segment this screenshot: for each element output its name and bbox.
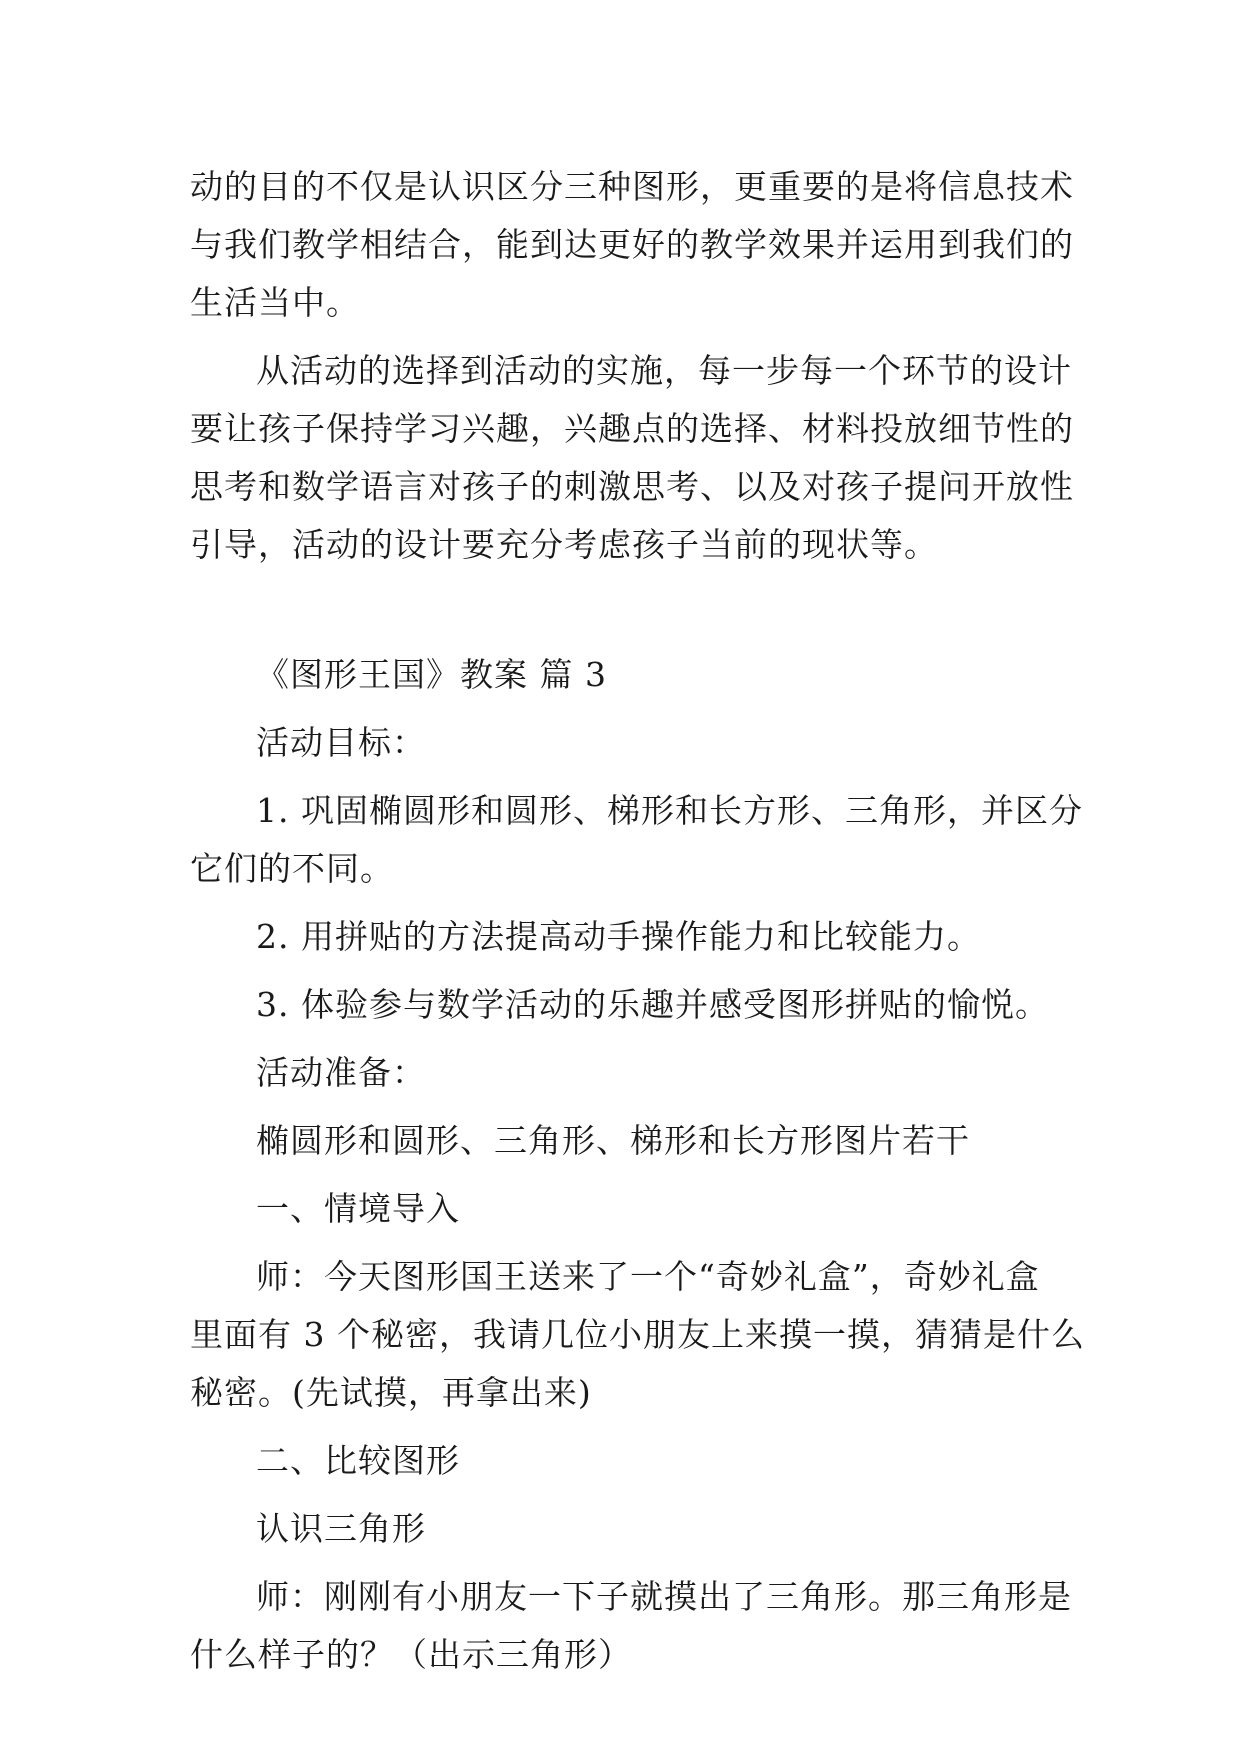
section-title: 《图形王国》教案 篇 3: [256, 655, 607, 694]
paragraph-reflection: [190, 342, 1074, 574]
step1-heading: 一、情境导入: [256, 1189, 460, 1228]
document-body: [190, 158, 1085, 1684]
text-line: 动的目的不仅是认识区分三种图形，更重要的是将信息技术: [190, 167, 1074, 206]
text-line: 什么样子的？（出示三角形）: [190, 1635, 632, 1674]
text-line: 要让孩子保持学习兴趣，兴趣点的选择、材料投放细节性的: [190, 409, 1074, 448]
text-line: 师：今天图形国王送来了一个“奇妙礼盒”，奇妙礼盒: [256, 1257, 1040, 1296]
text-line: 从活动的选择到活动的实施，每一步每一个环节的设计: [256, 351, 1072, 390]
text-line: 1. 巩固椭圆形和圆形、梯形和长方形、三角形，并区分: [256, 791, 1083, 830]
step2-heading: 二、比较图形: [256, 1441, 460, 1480]
goals-heading: 活动目标：: [256, 723, 426, 762]
step2-paragraph: [190, 1568, 1072, 1684]
text-line: 生活当中。: [190, 283, 360, 322]
step2-subheading: 认识三角形: [256, 1509, 426, 1548]
goal-item-1: [190, 782, 1083, 898]
step1-paragraph: [190, 1248, 1085, 1422]
prep-heading: 活动准备：: [256, 1053, 426, 1092]
goal-item-2: 2. 用拼贴的方法提高动手操作能力和比较能力。: [256, 917, 981, 956]
text-line: 秘密。(先试摸，再拿出来): [190, 1373, 592, 1412]
text-line: 里面有 3 个秘密，我请几位小朋友上来摸一摸，猜猜是什么: [190, 1315, 1085, 1354]
paragraph-continuation: [190, 158, 1074, 332]
prep-text: 椭圆形和圆形、三角形、梯形和长方形图片若干: [256, 1121, 970, 1160]
text-line: 引导，活动的设计要充分考虑孩子当前的现状等。: [190, 525, 938, 564]
text-line: 师：刚刚有小朋友一下子就摸出了三角形。那三角形是: [256, 1577, 1072, 1616]
goal-item-3: 3. 体验参与数学活动的乐趣并感受图形拼贴的愉悦。: [256, 985, 1049, 1024]
text-line: 思考和数学语言对孩子的刺激思考、以及对孩子提问开放性: [190, 467, 1074, 506]
text-line: 它们的不同。: [190, 849, 394, 888]
text-line: 与我们教学相结合，能到达更好的教学效果并运用到我们的: [190, 225, 1074, 264]
